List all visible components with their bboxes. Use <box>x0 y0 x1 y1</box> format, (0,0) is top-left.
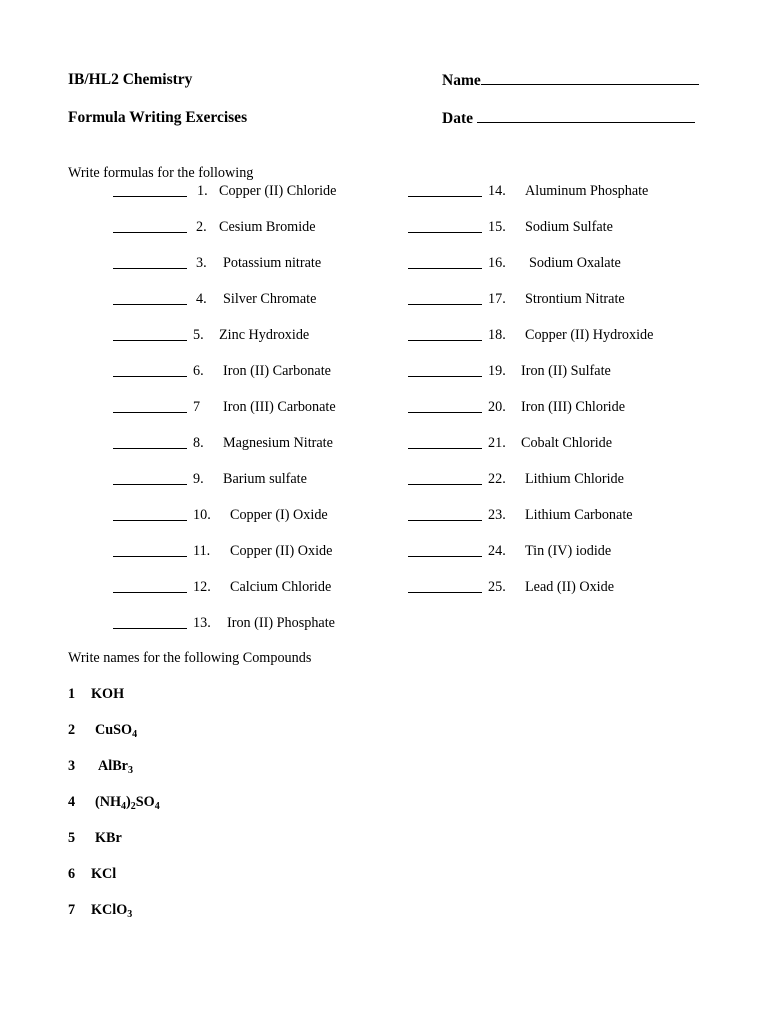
item-number: 9. <box>193 471 204 487</box>
formula-item <box>113 507 413 525</box>
compound-name: Iron (III) Carbonate <box>223 399 336 415</box>
formula-item <box>113 399 413 417</box>
formula-part: KOH <box>91 686 125 702</box>
compound-name: Calcium Chloride <box>230 579 332 595</box>
answer-blank[interactable] <box>408 545 482 557</box>
date-label: Date <box>442 110 473 127</box>
compound-name: Copper (II) Chloride <box>219 183 337 199</box>
section1-instruction: Write formulas for the following <box>68 165 254 181</box>
compound-item <box>68 686 268 706</box>
item-number: 22. <box>488 471 506 487</box>
compound-name: Strontium Nitrate <box>525 291 625 307</box>
item-number: 1. <box>197 183 208 199</box>
compound-number: 7 <box>68 902 76 918</box>
formula-part: (NH <box>95 794 122 810</box>
compound-name: Sodium Oxalate <box>529 255 621 271</box>
formula-part: SO <box>135 794 155 810</box>
name-blank[interactable] <box>481 73 699 85</box>
answer-blank[interactable] <box>113 401 187 413</box>
item-number: 3. <box>196 255 207 271</box>
compound-name: Cobalt Chloride <box>521 435 613 451</box>
answer-blank[interactable] <box>113 545 187 557</box>
formula-part: ) <box>126 794 131 810</box>
answer-blank[interactable] <box>113 365 187 377</box>
chemical-formula <box>95 830 122 847</box>
formula-item <box>113 615 413 633</box>
formula-item <box>408 399 708 417</box>
chemical-formula <box>91 686 124 703</box>
compound-name: Iron (III) Chloride <box>521 399 626 415</box>
compound-item <box>68 902 268 922</box>
answer-blank[interactable] <box>408 185 482 197</box>
item-number: 19. <box>488 363 506 379</box>
answer-blank[interactable] <box>113 509 187 521</box>
compound-name: Barium sulfate <box>223 471 307 487</box>
name-label: Name <box>442 72 481 89</box>
compound-name: Lead (II) Oxide <box>525 579 615 595</box>
formula-subscript: 4 <box>121 801 127 812</box>
formula-part: CuSO <box>95 722 133 738</box>
formula-part: KClO <box>91 902 128 918</box>
formula-part: AlBr <box>98 758 128 774</box>
compound-number: 5 <box>68 830 76 846</box>
formula-item <box>113 363 413 381</box>
formula-subscript: 4 <box>132 729 138 740</box>
formula-item <box>113 471 413 489</box>
answer-blank[interactable] <box>408 365 482 377</box>
formula-item <box>408 219 708 237</box>
chemical-formula <box>98 758 133 775</box>
compound-name: Copper (II) Hydroxide <box>525 327 654 343</box>
formula-item <box>408 255 708 273</box>
compound-name: Copper (I) Oxide <box>230 507 328 523</box>
item-number: 8. <box>193 435 204 451</box>
compound-name: Zinc Hydroxide <box>219 327 310 343</box>
compound-name: Aluminum Phosphate <box>525 183 649 199</box>
compound-item <box>68 866 268 886</box>
formula-item <box>408 579 708 597</box>
date-field[interactable] <box>442 110 695 128</box>
item-number: 12. <box>193 579 211 595</box>
compound-number: 3 <box>68 758 76 774</box>
item-number: 14. <box>488 183 506 199</box>
answer-blank[interactable] <box>113 473 187 485</box>
compound-name: Magnesium Nitrate <box>223 435 333 451</box>
compound-number: 1 <box>68 686 76 702</box>
answer-blank[interactable] <box>408 437 482 449</box>
formula-item <box>113 543 413 561</box>
item-number: 17. <box>488 291 506 307</box>
formula-subscript: 3 <box>127 765 133 776</box>
item-number: 7 <box>193 399 201 415</box>
chemical-formula <box>91 866 116 883</box>
answer-blank[interactable] <box>408 473 482 485</box>
item-number: 5. <box>193 327 204 343</box>
answer-blank[interactable] <box>408 329 482 341</box>
answer-blank[interactable] <box>113 185 187 197</box>
formula-item <box>408 435 708 453</box>
compound-item <box>68 794 268 814</box>
name-field[interactable] <box>442 72 699 90</box>
compound-name: Cesium Bromide <box>219 219 316 235</box>
answer-blank[interactable] <box>408 257 482 269</box>
item-number: 25. <box>488 579 506 595</box>
section2-instruction: Write names for the following Compounds <box>68 650 312 666</box>
chemical-formula <box>91 902 132 919</box>
item-number: 24. <box>488 543 506 559</box>
answer-blank[interactable] <box>408 401 482 413</box>
formula-item <box>113 255 413 273</box>
formula-subscript: 2 <box>130 801 136 812</box>
compound-item <box>68 758 268 778</box>
formula-item <box>113 219 413 237</box>
answer-blank[interactable] <box>113 221 187 233</box>
formula-item <box>113 183 413 201</box>
compound-name: Silver Chromate <box>223 291 317 307</box>
item-number: 6. <box>193 363 204 379</box>
compound-name: Sodium Sulfate <box>525 219 613 235</box>
formula-item <box>113 579 413 597</box>
answer-blank[interactable] <box>113 293 187 305</box>
formula-item <box>408 327 708 345</box>
compound-number: 2 <box>68 722 76 738</box>
worksheet-title: Formula Writing Exercises <box>68 109 248 126</box>
chemical-formula <box>95 722 137 739</box>
compound-name: Iron (II) Sulfate <box>521 363 611 379</box>
answer-blank[interactable] <box>113 581 187 593</box>
answer-blank[interactable] <box>408 581 482 593</box>
answer-blank[interactable] <box>408 221 482 233</box>
compound-item <box>68 830 268 850</box>
formula-part: KBr <box>95 830 122 846</box>
item-number: 11. <box>193 543 211 559</box>
item-number: 23. <box>488 507 506 523</box>
compound-name: Lithium Carbonate <box>525 507 633 523</box>
formula-item <box>113 291 413 309</box>
formula-item <box>408 507 708 525</box>
answer-blank[interactable] <box>113 257 187 269</box>
item-number: 4. <box>196 291 207 307</box>
formula-subscript: 3 <box>127 909 133 920</box>
formula-item <box>113 327 413 345</box>
compound-item <box>68 722 268 742</box>
compound-name: Tin (IV) iodide <box>525 543 612 559</box>
compound-name: Iron (II) Carbonate <box>223 363 331 379</box>
compound-number: 6 <box>68 866 76 882</box>
item-number: 13. <box>193 615 211 631</box>
compound-name: Copper (II) Oxide <box>230 543 333 559</box>
formula-subscript: 4 <box>154 801 160 812</box>
course-title: IB/HL2 Chemistry <box>68 71 193 88</box>
date-blank[interactable] <box>477 111 695 123</box>
item-number: 10. <box>193 507 211 523</box>
formula-item <box>408 543 708 561</box>
formula-part: KCl <box>91 866 117 882</box>
compound-number: 4 <box>68 794 76 810</box>
formula-item <box>408 183 708 201</box>
item-number: 16. <box>488 255 506 271</box>
answer-blank[interactable] <box>113 437 187 449</box>
formula-item <box>113 435 413 453</box>
answer-blank[interactable] <box>408 509 482 521</box>
answer-blank[interactable] <box>113 329 187 341</box>
chemical-formula <box>95 794 160 811</box>
answer-blank[interactable] <box>113 617 187 629</box>
item-number: 15. <box>488 219 506 235</box>
item-number: 18. <box>488 327 506 343</box>
compound-name: Iron (II) Phosphate <box>227 615 335 631</box>
compound-name: Potassium nitrate <box>223 255 322 271</box>
answer-blank[interactable] <box>408 293 482 305</box>
item-number: 2. <box>196 219 207 235</box>
item-number: 21. <box>488 435 506 451</box>
formula-item <box>408 363 708 381</box>
compound-name: Lithium Chloride <box>525 471 624 487</box>
formula-item <box>408 471 708 489</box>
item-number: 20. <box>488 399 506 415</box>
formula-item <box>408 291 708 309</box>
